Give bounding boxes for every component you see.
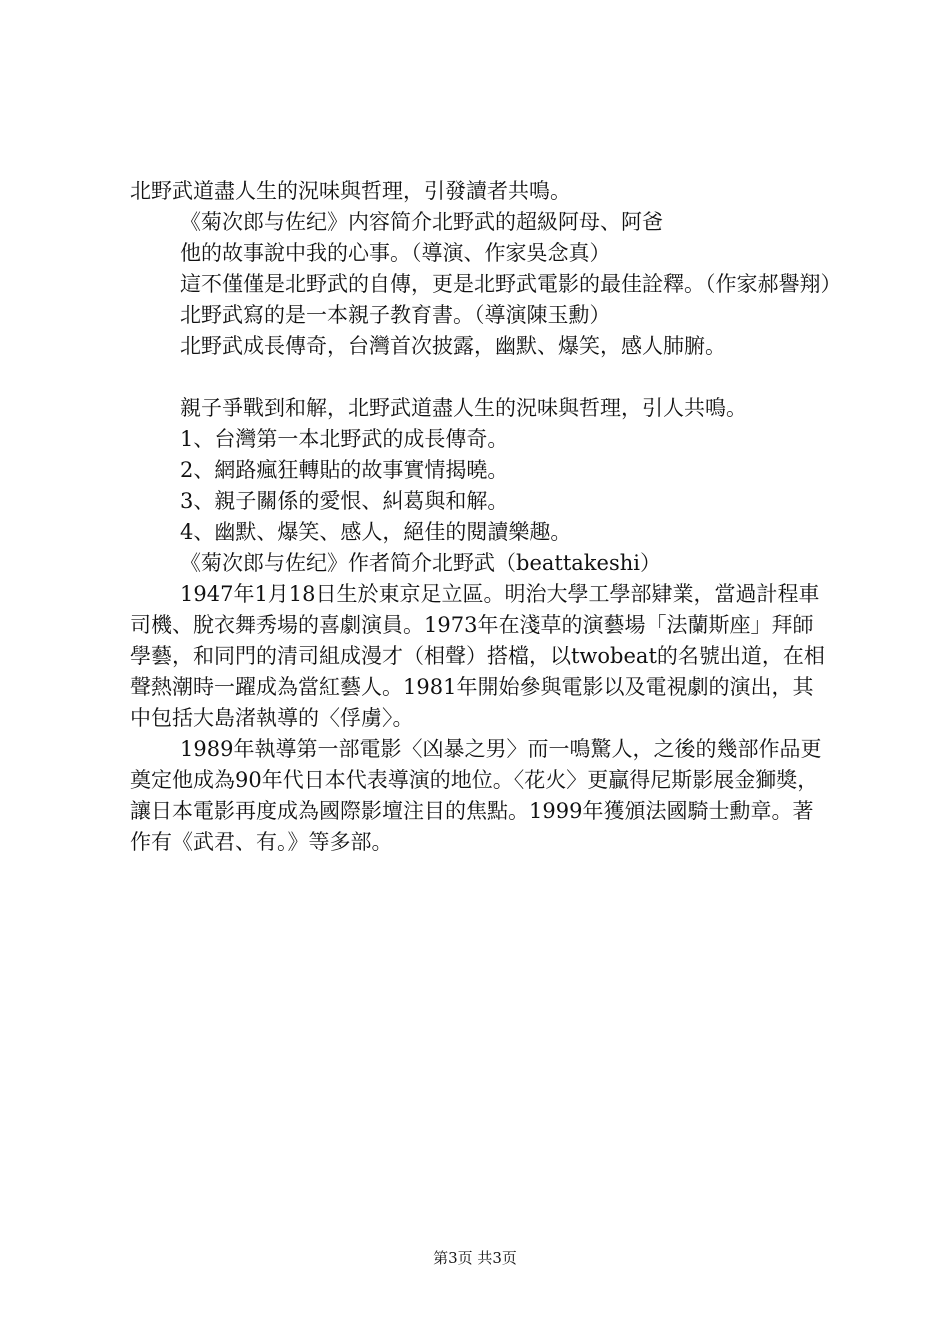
section-heading: 《菊次郎与佐纪》作者简介北野武（beattakeshi） xyxy=(180,551,661,575)
paragraph: 北野武寫的是一本親子教育書。（導演陳玉勳） xyxy=(180,303,611,327)
list-item: 3、親子關係的愛恨、糾葛與和解。 xyxy=(180,489,509,513)
paragraph: 北野武成長傳奇，台灣首次披露，幽默、爆笑，感人肺腑。 xyxy=(180,334,726,358)
paragraph: 1947年1月18日生於東京足立區。明治大學工學部肄業，當過計程車司機、脫衣舞秀場的喜劇演員。1973年在淺草的演藝場「法蘭斯座」拜師學藝，和同門的清司組成漫才（相聲）搭檔，以twobeat的名號出道，在相聲熱潮時一躍成為當紅藝人。1981年開始參與電影以及電視劇的演出，其中包括大島渚執導的〈俘虜〉。 xyxy=(130,582,825,730)
page-number-footer: 第3页 共3页 xyxy=(433,1249,517,1267)
paragraph: 親子爭戰到和解，北野武道盡人生的況味與哲理，引人共鳴。 xyxy=(180,396,747,420)
list-item: 1、台灣第一本北野武的成長傳奇。 xyxy=(180,427,509,451)
document-body xyxy=(130,176,842,858)
paragraph: 1989年執導第一部電影〈凶暴之男〉而一鳴驚人，之後的幾部作品更奠定他成為90年代日本代表導演的地位。〈花火〉更贏得尼斯影展金獅獎，讓日本電影再度成為國際影壇注目的焦點。1999年獲頒法國騎士勳章。著作有《武君、有。》等多部。 xyxy=(130,737,822,854)
list-item: 4、幽默、爆笑、感人，絕佳的閱讀樂趣。 xyxy=(180,520,572,544)
paragraph: 《菊次郎与佐纪》内容简介北野武的超級阿母、阿爸 xyxy=(180,210,663,234)
list-item: 2、網路瘋狂轉貼的故事實情揭曉。 xyxy=(180,458,509,482)
paragraph: 這不僅僅是北野武的自傳，更是北野武電影的最佳詮釋。（作家郝譽翔） xyxy=(180,272,842,296)
paragraph: 他的故事說中我的心事。（導演、作家吳念真） xyxy=(180,241,611,265)
paragraph: 北野武道盡人生的況味與哲理，引發讀者共鳴。 xyxy=(130,179,571,203)
